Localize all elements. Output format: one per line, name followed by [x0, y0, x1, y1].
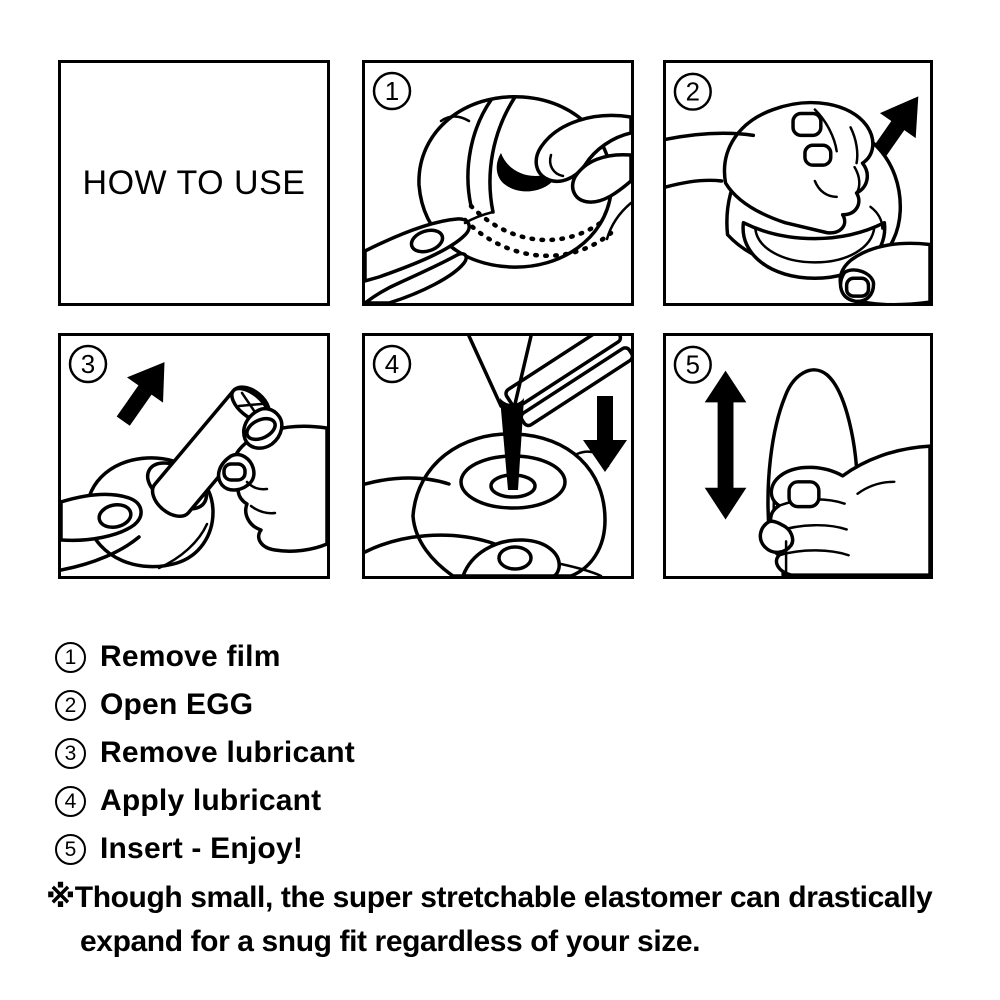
panel-step-4-apply-lubricant	[362, 333, 634, 579]
circled-number: 2	[55, 690, 86, 721]
step-label: Insert - Enjoy!	[100, 832, 304, 865]
list-item	[55, 681, 355, 729]
panel-step-3-remove-lubricant	[58, 333, 330, 579]
step-number: 5	[685, 351, 700, 380]
footnote-line1: Though small, the super stretchable elastomer can drastically	[74, 881, 933, 914]
panel-step-2-open-egg	[663, 60, 933, 306]
footnote-marker: ※	[46, 881, 75, 914]
illustration-insert-enjoy	[666, 336, 930, 576]
list-item	[55, 633, 355, 681]
step-label: Remove film	[100, 640, 281, 673]
circled-number: 5	[55, 834, 86, 865]
illustration-remove-film	[365, 63, 631, 303]
arrow-down-icon	[583, 396, 627, 472]
list-item	[55, 729, 355, 777]
panel-title	[58, 60, 330, 306]
footnote-line2: expand for a snug fit regardless of your size.	[80, 925, 701, 958]
footnote	[46, 876, 976, 964]
illustration-remove-lubricant	[61, 336, 327, 576]
illustration-apply-lubricant	[365, 336, 631, 576]
circled-number: 4	[55, 786, 86, 817]
panel-step-1-remove-film	[362, 60, 634, 306]
circled-number: 3	[55, 738, 86, 769]
illustration-open-egg	[666, 63, 930, 303]
list-item	[55, 825, 355, 873]
list-item	[55, 777, 355, 825]
step-number: 1	[384, 76, 400, 106]
step-number: 2	[685, 78, 700, 107]
page-title: HOW TO USE	[82, 163, 306, 202]
arrow-up-right-icon	[105, 350, 182, 434]
step-number: 3	[80, 349, 96, 379]
arrow-up-down-icon	[705, 371, 747, 520]
step-number: 4	[384, 349, 400, 379]
step-label: Apply lubricant	[100, 784, 322, 817]
circled-number: 1	[55, 642, 86, 673]
step-label: Open EGG	[100, 688, 254, 721]
panel-step-5-insert-enjoy	[663, 333, 933, 579]
step-list	[55, 633, 355, 873]
step-label: Remove lubricant	[100, 736, 355, 769]
